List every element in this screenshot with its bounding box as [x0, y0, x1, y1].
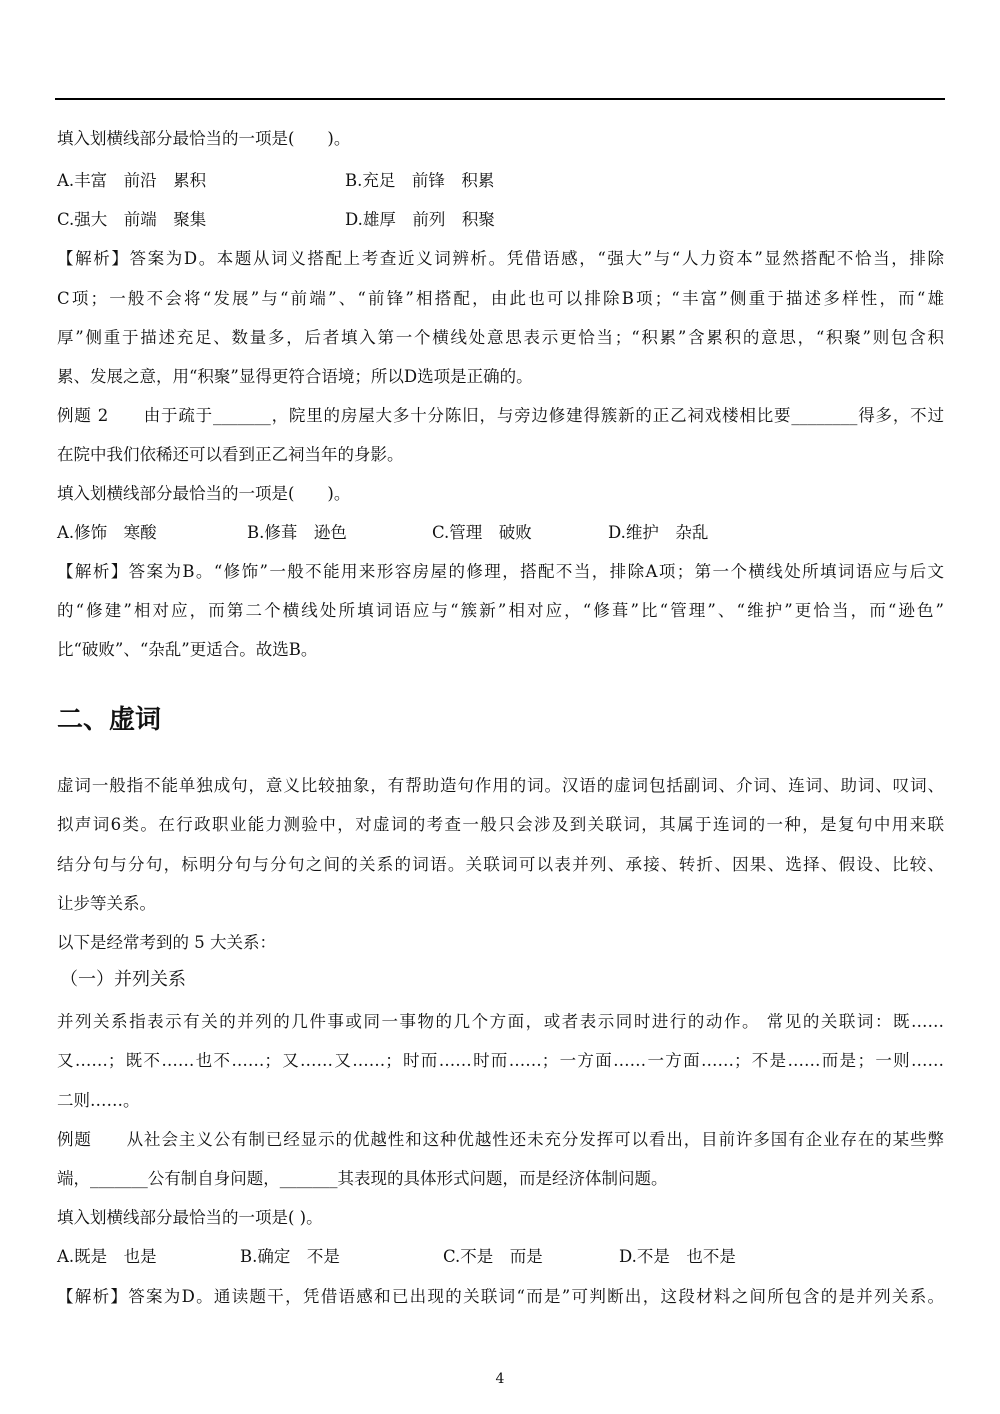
analysis-line: 【解析】答案为B。“修饰”一般不能用来形容房屋的修理，搭配不当，排除A项；第一个横线处所填词语应与后文 [57, 562, 944, 581]
option-a: A.既是 也是 [57, 1247, 157, 1266]
option-d: D.雄厚 前列 积聚 [345, 210, 495, 229]
option-d: D.维护 杂乱 [608, 523, 709, 542]
option-b: B.修葺 逊色 [247, 523, 347, 542]
option-b: B.确定 不是 [240, 1247, 340, 1266]
example-text: 在院中我们依稀还可以看到正乙祠当年的身影。 [57, 445, 404, 464]
option-b: B.充足 前锋 积累 [345, 171, 495, 190]
option-a: A.丰富 前沿 累积 [57, 171, 207, 190]
example-text: 例题 从社会主义公有制已经显示的优越性和这种优越性还未充分发挥可以看出，目前许多国有企业存在的某些弊 [57, 1130, 944, 1149]
parallel-line: 又……；既不……也不……；又……又……；时而……时而……；一方面……一方面……；不是……而是；一则…… [57, 1051, 944, 1070]
example-text: 例题 2 由于疏于_______，院里的房屋大多十分陈旧，与旁边修建得簇新的正乙祠戏楼相比要________得多，不过 [57, 406, 944, 425]
header-rule [55, 98, 945, 100]
question-prompt: 填入划横线部分最恰当的一项是( )。 [57, 484, 351, 503]
analysis-line: 【解析】答案为D。本题从词义搭配上考查近义词辨析。凭借语感，“强大”与“人力资本”显然搭配不恰当，排除 [57, 249, 944, 268]
subsection-title: （一）并列关系 [60, 969, 186, 990]
question-prompt: 填入划横线部分最恰当的一项是( )。 [57, 1208, 323, 1227]
option-a: A.修饰 寒酸 [57, 523, 157, 542]
option-d: D.不是 也不是 [619, 1247, 736, 1266]
analysis-line: 累、发展之意，用“积聚”显得更符合语境；所以D选项是正确的。 [57, 367, 533, 386]
parallel-line: 并列关系指表示有关的并列的几件事或同一事物的几个方面，或者表示同时进行的动作。 常见的关联词：既…… [57, 1012, 944, 1031]
section-title: 二、虚词 [57, 705, 162, 735]
intro-line: 拟声词6类。在行政职业能力测验中，对虚词的考查一般只会涉及到关联词，其属于连词的一种，是复句中用来联 [57, 815, 944, 834]
example-text: 端，_______公有制自身问题，_______其表现的具体形式问题，而是经济体制问题。 [57, 1169, 668, 1188]
intro-line: 让步等关系。 [57, 894, 156, 913]
page-number: 4 [495, 1371, 505, 1387]
option-c: C.管理 破败 [432, 523, 532, 542]
analysis-line: 【解析】答案为D。通读题干，凭借语感和已出现的关联词“而是”可判断出，这段材料之间所包含的是并列关系。 [57, 1287, 944, 1306]
analysis-line: 厚”侧重于描述充足、数量多，后者填入第一个横线处意思表示更恰当；“积累”含累积的意思，“积聚”则包含积 [57, 328, 944, 347]
option-c: C.强大 前端 聚集 [57, 210, 207, 229]
analysis-line: 的“修建”相对应，而第二个横线处所填词语应与“簇新”相对应，“修葺”比“管理”、“维护”更恰当，而“逊色” [57, 601, 944, 620]
parallel-line: 二则……。 [57, 1091, 140, 1110]
intro-line: 结分句与分句，标明分句与分句之间的关系的词语。关联词可以表并列、承接、转折、因果、选择、假设、比较、 [57, 855, 944, 874]
question-prompt: 填入划横线部分最恰当的一项是( )。 [57, 129, 351, 148]
option-c: C.不是 而是 [443, 1247, 543, 1266]
analysis-line: 比“破败”、“杂乱”更适合。故选B。 [57, 640, 318, 659]
analysis-line: C项；一般不会将“发展”与“前端”、“前锋”相搭配，由此也可以排除B项；“丰富”侧重于描述多样性，而“雄 [57, 289, 944, 308]
relations-lead: 以下是经常考到的 5 大关系： [57, 933, 276, 952]
intro-line: 虚词一般指不能单独成句，意义比较抽象，有帮助造句作用的词。汉语的虚词包括副词、介词、连词、助词、叹词、 [57, 776, 944, 795]
